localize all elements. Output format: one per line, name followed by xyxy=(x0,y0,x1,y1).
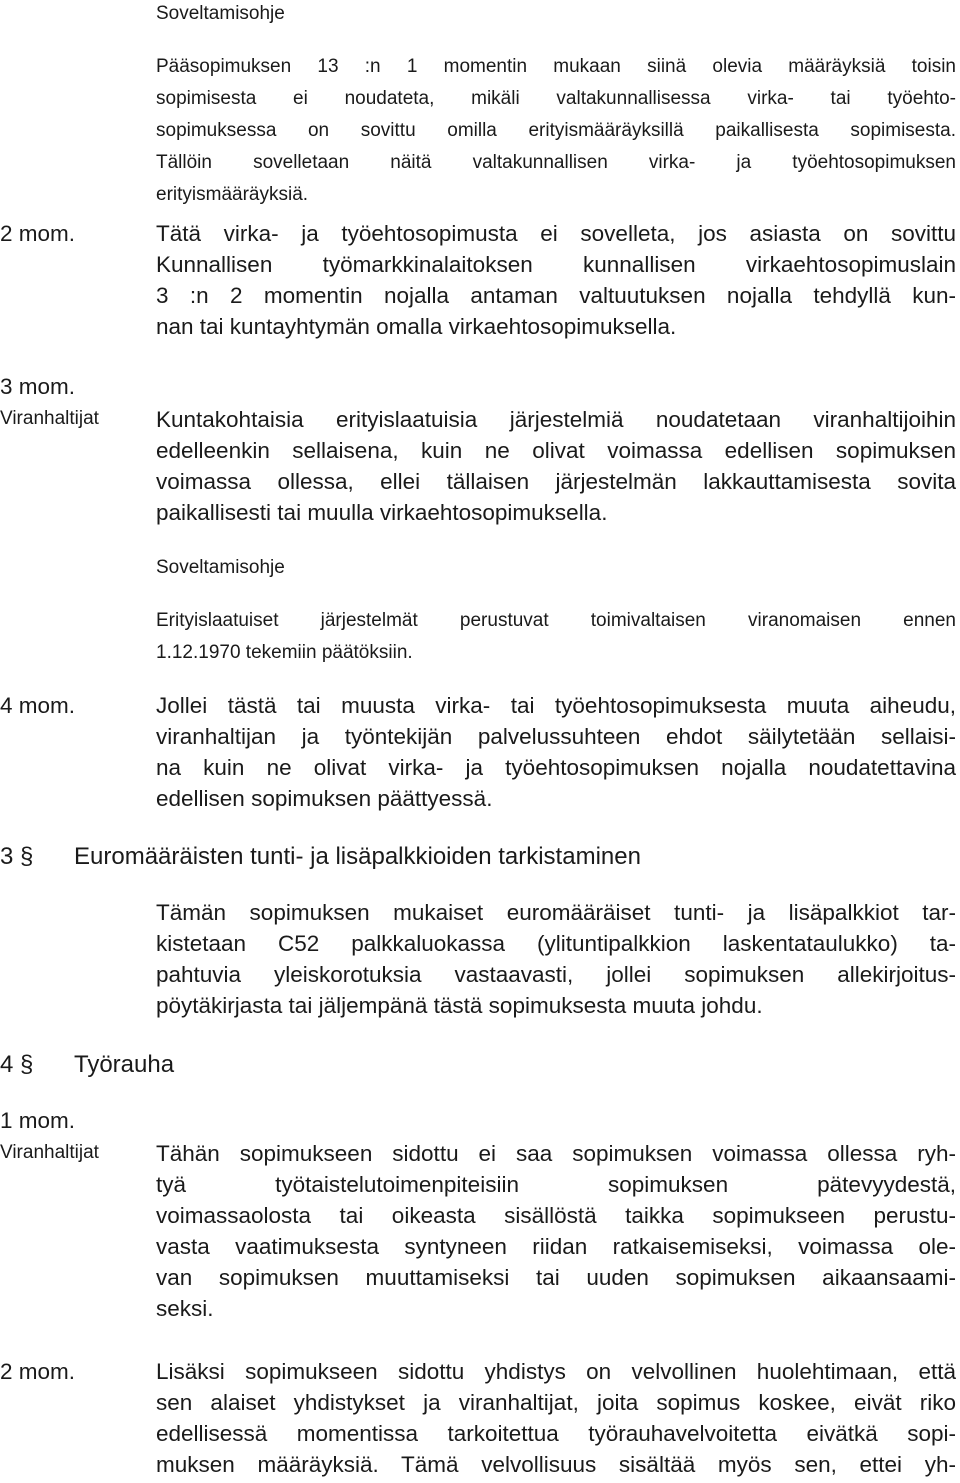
text-line: muksen määräyksiä. Tämä velvollisuus sisältää myös sen, ettei yh- xyxy=(156,1452,956,1477)
text-line: viranhaltijan ja työntekijän palvelussuhteen ehdot säilytetään sellaisi- xyxy=(156,724,956,749)
text-line: Pääsopimuksen 13 :n 1 momentin mukaan siinä olevia määräyksiä toisin xyxy=(156,56,956,77)
section-4-moment-1-text xyxy=(156,1138,956,1324)
text-line: pahtuvia yleiskorotuksia vastaavasti, jollei sopimuksen allekirjoitus- xyxy=(156,962,956,987)
text-line: 3 :n 2 momentin nojalla antaman valtuutuksen nojalla tehdyllä kun- xyxy=(156,283,956,308)
viranhaltijat-sublabel: Viranhaltijat xyxy=(0,408,99,429)
text-line: na kuin ne olivat virka- ja työehtosopimuksen nojalla noudatettavina xyxy=(156,755,956,780)
section-3-text xyxy=(156,897,956,1021)
text-line: voimassa ollessa, ellei tällaisen järjestelmän lakkauttamisesta sovita xyxy=(156,469,956,494)
text-line: tyä työtaistelutoimenpiteisiin sopimuksen pätevyydestä, xyxy=(156,1172,956,1197)
text-line: edelleenkin sellaisena, kuin ne olivat voimassa edellisen sopimuksen xyxy=(156,438,956,463)
text-line: sopimuksessa on sovittu omilla erityismääräyksillä paikallisesta sopimisesta. xyxy=(156,120,956,141)
text-line: nan tai kuntayhtymän omalla virkaehtosopimuksella. xyxy=(156,314,677,339)
text-line: Jollei tästä tai muusta virka- tai työehtosopimuksesta muuta aiheudu, xyxy=(156,693,956,718)
section-title: Työrauha xyxy=(74,1051,175,1078)
text-line: van sopimuksen muuttamiseksi tai uuden sopimuksen aikaansaami- xyxy=(156,1265,956,1290)
text-line: voimassaolosta tai oikeasta sisällöstä taikka sopimukseen perustu- xyxy=(156,1203,956,1228)
text-line: Tämän sopimuksen mukaiset euromääräiset tunti- ja lisäpalkkiot tar- xyxy=(156,900,956,925)
text-line: Tällöin sovelletaan näitä valtakunnallisen virka- ja työehtosopimuksen xyxy=(156,152,956,173)
moment-3-label: 3 mom. xyxy=(0,374,76,399)
text-line: edellisessä momentissa tarkoitettua työrauhavelvoitetta eivätkä sopi- xyxy=(156,1421,956,1446)
text-line: Kunnallisen työmarkkinalaitoksen kunnallisen virkaehtosopimuslain xyxy=(156,252,956,277)
text-line: Tähän sopimukseen sidottu ei saa sopimuksen voimassa ollessa ryh- xyxy=(156,1141,956,1166)
text-line: vasta vaatimuksesta syntyneen riidan ratkaisemiseksi, voimassa ole- xyxy=(156,1234,956,1259)
section-symbol: § xyxy=(20,843,34,870)
text-line: pöytäkirjasta tai jäljempänä tästä sopimuksesta muuta johdu. xyxy=(156,993,763,1018)
section-number: 3 xyxy=(0,843,14,870)
text-line: sopimisesta ei noudateta, mikäli valtakunnallisessa virka- tai työehto- xyxy=(156,88,956,109)
soveltamisohje-label-2: Soveltamisohje xyxy=(156,557,285,578)
text-line: Lisäksi sopimukseen sidottu yhdistys on velvollinen huolehtimaan, että xyxy=(156,1359,956,1384)
section-4-moment-2-text xyxy=(156,1356,956,1480)
moment-4-label: 4 mom. xyxy=(0,693,76,718)
text-line: edellisen sopimuksen päättyessä. xyxy=(156,786,493,811)
section-4-moment-2-label: 2 mom. xyxy=(0,1359,76,1384)
moment-3-text xyxy=(156,404,956,528)
section-4-moment-1-label: 1 mom. xyxy=(0,1108,76,1133)
text-line: erityismääräyksiä. xyxy=(156,184,309,205)
section-3-heading xyxy=(0,841,960,873)
viranhaltijat-sublabel: Viranhaltijat xyxy=(0,1142,99,1163)
text-line: Erityislaatuiset järjestelmät perustuvat toimivaltaisen viranomaisen ennen xyxy=(156,610,956,631)
section-4-heading xyxy=(0,1049,960,1081)
text-line: 1.12.1970 tekemiin päätöksiin. xyxy=(156,642,413,663)
moment-2-label: 2 mom. xyxy=(0,221,76,246)
text-line: Tätä virka- ja työehtosopimusta ei sovelleta, jos asiasta on sovittu xyxy=(156,221,956,246)
moment-2-text xyxy=(156,218,956,342)
moment-4-text xyxy=(156,690,956,814)
section-number: 4 xyxy=(0,1051,14,1078)
text-line: seksi. xyxy=(156,1296,214,1321)
text-line: paikallisesti tai muulla virkaehtosopimuksella. xyxy=(156,500,608,525)
section-symbol: § xyxy=(20,1051,34,1078)
text-line: Kuntakohtaisia erityislaatuisia järjestelmiä noudatetaan viranhaltijoihin xyxy=(156,407,956,432)
soveltamisohje-text-2 xyxy=(156,605,956,669)
text-line: kistetaan C52 palkkaluokassa (ylituntipalkkion laskentataulukko) ta- xyxy=(156,931,956,956)
text-line: sen alaiset yhdistykset ja viranhaltijat, joita sopimus koskee, eivät riko xyxy=(156,1390,956,1415)
soveltamisohje-text-1 xyxy=(156,51,956,211)
soveltamisohje-label-1: Soveltamisohje xyxy=(156,3,285,24)
section-title: Euromääräisten tunti- ja lisäpalkkioiden tarkistaminen xyxy=(74,843,641,870)
